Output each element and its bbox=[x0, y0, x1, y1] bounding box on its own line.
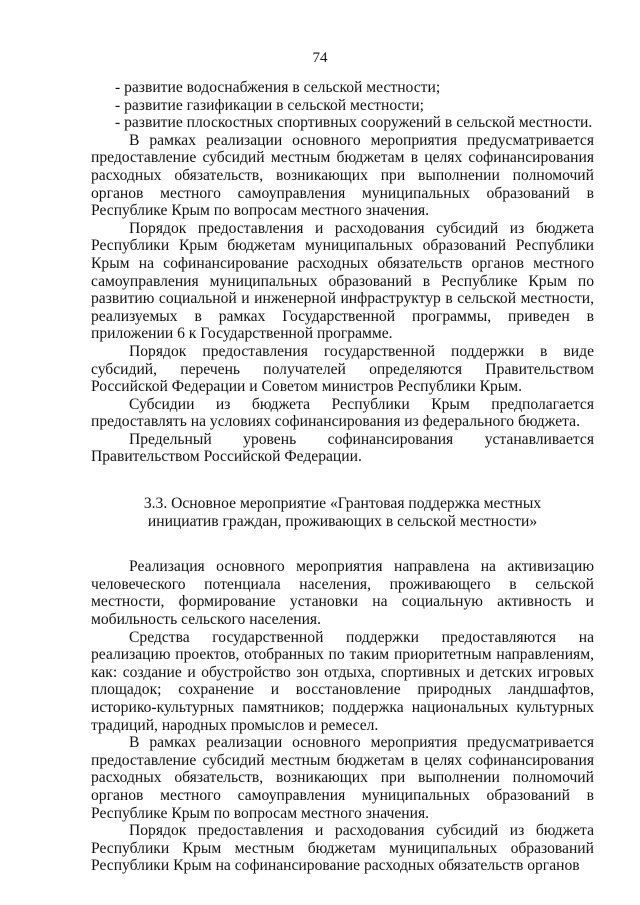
paragraph: Порядок предоставления государственной поддержки в виде субсидий, перечень получателей определяются Правительством Российской Федерации и Советом министров Республики Крым. bbox=[91, 342, 594, 396]
paragraph: Субсидии из бюджета Республики Крым предполагается предоставлять на условиях софинансирования из федерального бюджета. bbox=[91, 395, 594, 431]
document-body bbox=[91, 79, 594, 875]
paragraph: Средства государственной поддержки предоставляются на реализацию проектов, отобранных по таким приоритетным направлениям, как: создание и обустройство зон отдыха, спортивных и детских игровых площадок; сохранение и восстановление природных ландшафтов, историко-культурных памятников; поддержка национальных культурных традиций, народных промыслов и ремесел. bbox=[91, 628, 594, 734]
paragraph: Предельный уровень софинансирования устанавливается Правительством Российской Федерации. bbox=[91, 430, 594, 466]
paragraph: Порядок предоставления и расходования субсидий из бюджета Республики Крым бюджетам муниципальных образований Республики Крым на софинансирование расходных обязательств органов местного самоуправления муниципальных образований в Республике Крым по развитию социальной и инженерной инфраструктур в сельской местности, реализуемых в рамках Государственной программы, приведен в приложении 6 к Государственной программе. bbox=[91, 219, 594, 343]
paragraph: В рамках реализации основного мероприятия предусматривается предоставление субсидий местным бюджетам в целях софинансирования расходных обязательств, возникающих при выполнении полномочий органов местного самоуправления муниципальных образований в Республике Крым по вопросам местного значения. bbox=[91, 131, 594, 220]
bullet-item: - развитие плоскостных спортивных сооружений в сельской местности. bbox=[115, 114, 593, 132]
section-heading: 3.3. Основное мероприятие «Грантовая поддержка местных инициатив граждан, проживающих в сельской местности» bbox=[143, 495, 542, 530]
bullet-item: - развитие газификации в сельской местности; bbox=[115, 96, 424, 114]
paragraph: Порядок предоставления и расходования субсидий из бюджета Республики Крым местным бюджетам муниципальных образований Республики Крым на софинансирование расходных обязательств органов bbox=[91, 822, 594, 875]
paragraph: В рамках реализации основного мероприятия предусматривается предоставление субсидий местным бюджетам в целях софинансирования расходных обязательств, возникающих при выполнении полномочий органов местного самоуправления муниципальных образований в Республике Крым по вопросам местного значения. bbox=[91, 734, 594, 822]
page-number: 74 bbox=[312, 50, 328, 66]
paragraph: Реализация основного мероприятия направлена на активизацию человеческого потенциала населения, проживающего в сельской местности, формирование установки на социальную активность и мобильность сельского населения. bbox=[91, 558, 594, 629]
bullet-item: - развитие водоснабжения в сельской местности; bbox=[115, 79, 441, 96]
